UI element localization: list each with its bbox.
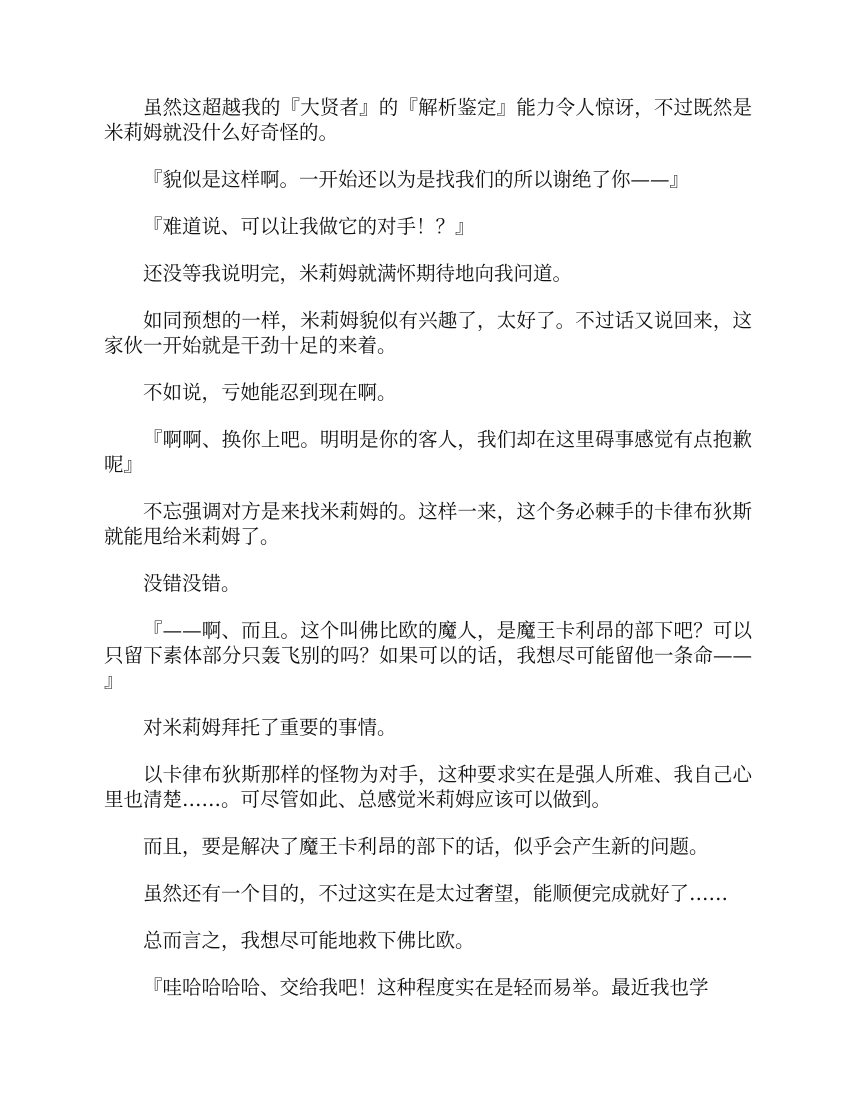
paragraph-15: 总而言之，我想尽可能地救下佛比欧。 [143,929,475,952]
paragraph-12: 以卡律布狄斯那样的怪物为对手，这种要求实在是强人所难、我自己心里也清楚……。可尽管如此、总感觉米莉姆应该可以做到。 [104,763,752,811]
paragraph-10: 『——啊、而且。这个叫佛比欧的魔人，是魔王卡利昂的部下吧？可以只留下素体部分只轰飞别的吗？如果可以的话，我想尽可能留他一条命——』 [104,619,752,692]
paragraph-11: 对米莉姆拜托了重要的事情。 [143,716,397,739]
paragraph-9: 没错没错。 [143,572,241,595]
paragraph-6: 不如说，亏她能忍到现在啊。 [143,381,397,404]
paragraph-13: 而且，要是解决了魔王卡利昂的部下的话，似乎会产生新的问题。 [143,835,709,858]
paragraph-16: 『哇哈哈哈哈、交给我吧！这种程度实在是轻而易举。最近我也学 [143,976,709,999]
paragraph-3: 『难道说、可以让我做它的对手！？』 [143,215,475,238]
paragraph-4: 还没等我说明完，米莉姆就满怀期待地向我问道。 [143,262,573,285]
paragraph-5: 如同预想的一样，米莉姆貌似有兴趣了，太好了。不过话又说回来，这家伙一开始就是干劲十足的来着。 [104,309,752,357]
paragraph-2: 『貌似是这样啊。一开始还以为是找我们的所以谢绝了你——』 [143,168,690,191]
paragraph-14: 虽然还有一个目的，不过这实在是太过奢望，能顺便完成就好了…… [143,882,729,905]
paragraph-8: 不忘强调对方是来找米莉姆的。这样一来，这个务必棘手的卡律布狄斯就能甩给米莉姆了。 [104,500,752,548]
document-page [104,95,752,1022]
paragraph-1: 虽然这超越我的『大贤者』的『解析鉴定』能力令人惊讶，不过既然是米莉姆就没什么好奇怪的。 [104,96,752,144]
paragraph-7: 『啊啊、换你上吧。明明是你的客人，我们却在这里碍事感觉有点抱歉呢』 [104,428,752,476]
